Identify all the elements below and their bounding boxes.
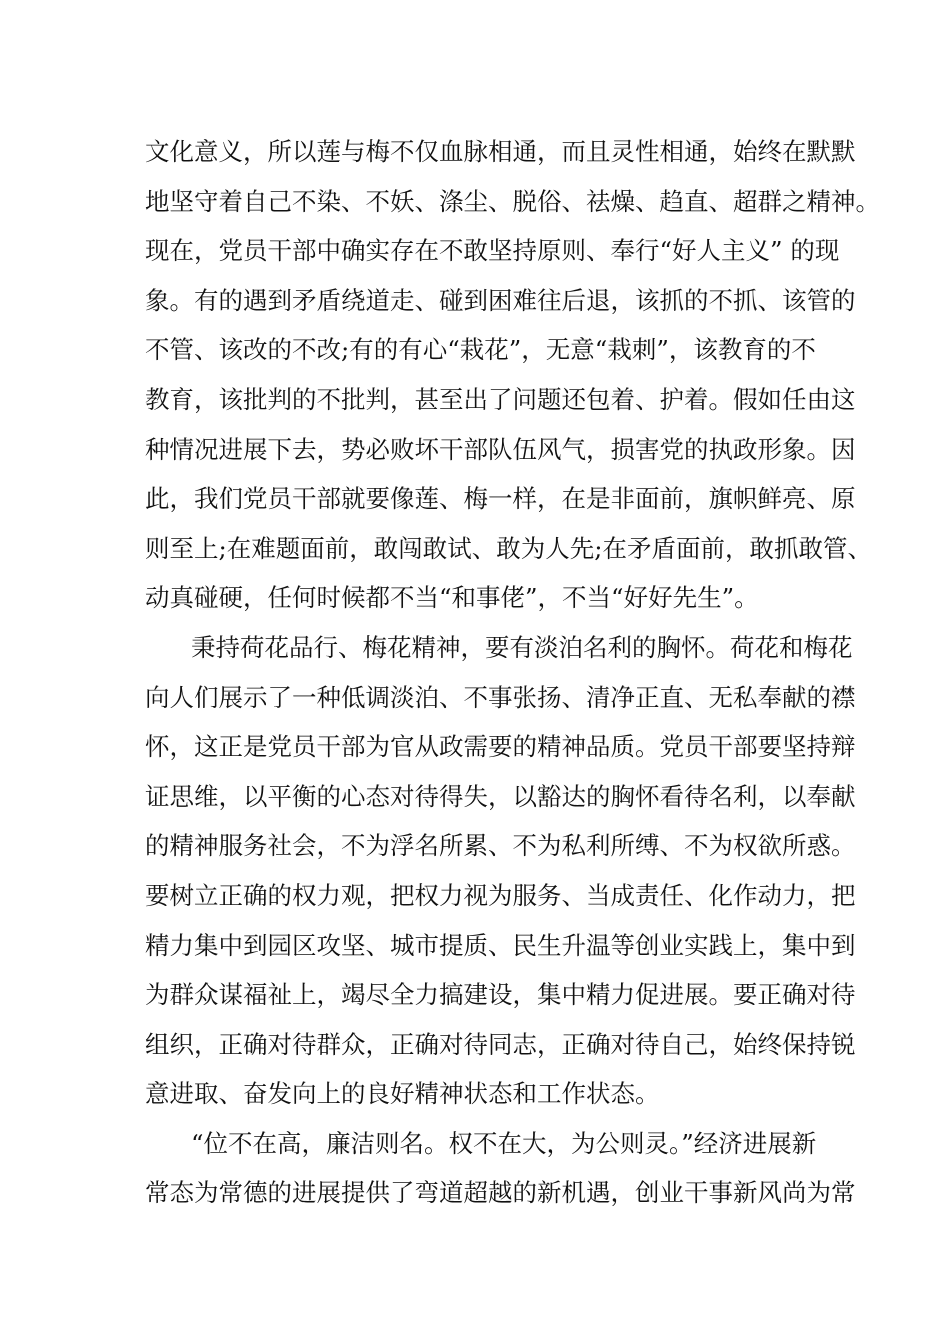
- text-line: 象。有的遇到矛盾绕道走、碰到困难往后退，该抓的不抓、该管的: [145, 285, 856, 315]
- text-line: 的精神服务社会，不为浮名所累、不为私利所缚、不为权欲所惑。: [145, 831, 856, 861]
- text-line: 要树立正确的权力观，把权力视为服务、当成责任、化作动力，把: [145, 880, 856, 910]
- text-line: 动真碰硬，任何时候都不当“和事佬”，不当“好好先生”。: [145, 583, 759, 613]
- text-line: 怀，这正是党员干部为官从政需要的精神品质。党员干部要坚持辩: [145, 732, 856, 762]
- text-line: 意进取、奋发向上的良好精神状态和工作状态。: [145, 1079, 660, 1109]
- text-line: 证思维，以平衡的心态对待得失，以豁达的胸怀看待名利，以奉献: [145, 781, 856, 811]
- text-line: 秉持荷花品行、梅花精神，要有淡泊名利的胸怀。荷花和梅花: [191, 632, 853, 662]
- text-line: 组织，正确对待群众，正确对待同志，正确对待自己，始终保持锐: [145, 1029, 856, 1059]
- document-body: [145, 127, 880, 1218]
- text-line: 此，我们党员干部就要像莲、梅一样，在是非面前，旗帜鲜亮、原: [145, 484, 856, 514]
- text-line: 为群众谋福祉上，竭尽全力搞建设，集中精力促进展。要正确对待: [145, 980, 856, 1010]
- text-line: 教育，该批判的不批判，甚至出了问题还包着、护着。假如任由这: [145, 384, 856, 414]
- text-line: 常态为常德的进展提供了弯道超越的新机遇，创业干事新风尚为常: [145, 1178, 856, 1208]
- text-line: 种情况进展下去，势必败坏干部队伍风气，损害党的执政形象。因: [145, 434, 856, 464]
- text-line: 现在，党员干部中确实存在不敢坚持原则、奉行“好人主义” 的现: [145, 236, 840, 266]
- text-line: 精力集中到园区攻坚、城市提质、民生升温等创业实践上，集中到: [145, 930, 856, 960]
- text-line: 文化意义，所以莲与梅不仅血脉相通，而且灵性相通，始终在默默: [145, 137, 856, 166]
- text-line: “位不在高，廉洁则名。权不在大，为公则灵。”经济进展新: [191, 1128, 817, 1158]
- text-line: 向人们展示了一种低调淡泊、不事张扬、清净正直、无私奉献的襟: [145, 682, 856, 712]
- text-line: 地坚守着自己不染、不妖、涤尘、脱俗、祛燥、趋直、超群之精神。: [145, 186, 880, 216]
- text-line: 不管、该改的不改;有的有心“栽花”，无意“栽刺”，该教育的不: [145, 335, 816, 365]
- text-line: 则至上;在难题面前，敢闯敢试、敢为人先;在矛盾面前，敢抓敢管、: [145, 533, 873, 563]
